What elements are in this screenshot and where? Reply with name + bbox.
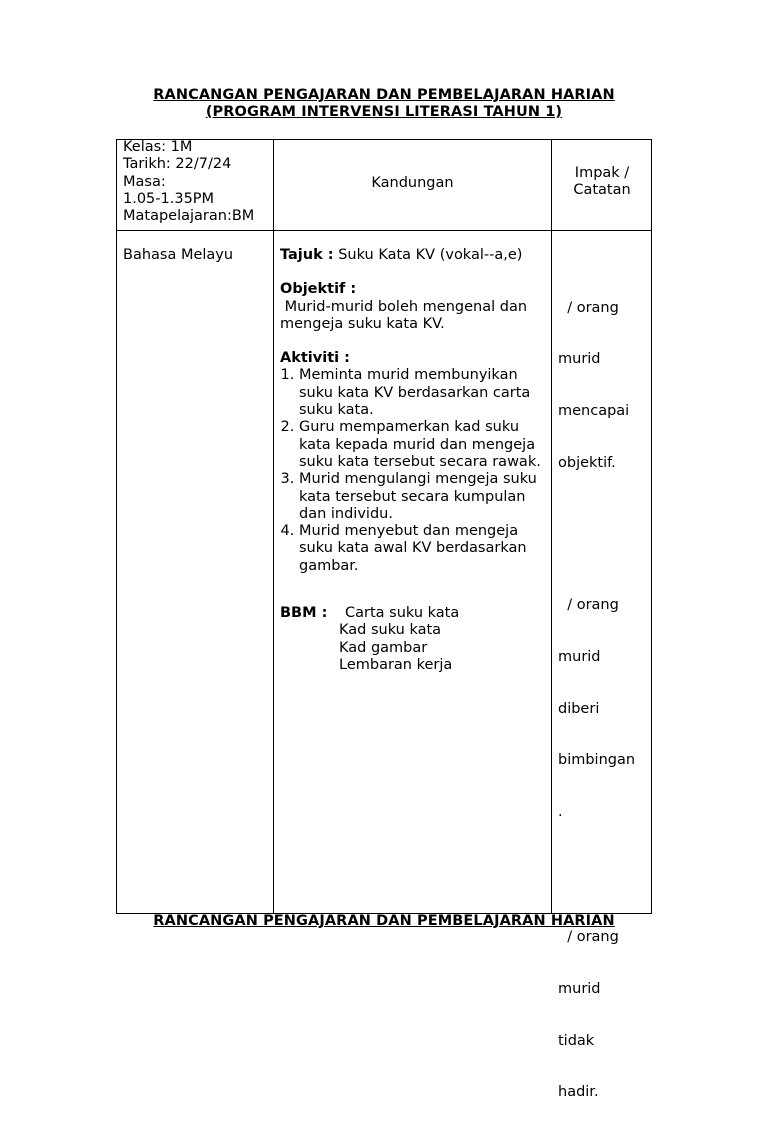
impact-achieved-line: mencapai xyxy=(558,403,630,420)
materials-item: Lembaran kerja xyxy=(339,656,453,673)
next-page-title: RANCANGAN PENGAJARAN DAN PEMBELAJARAN HARIAN xyxy=(153,913,615,929)
class-info-cell xyxy=(123,139,271,225)
impact-header-line2: Catatan xyxy=(573,182,631,199)
materials-item: Carta suku kata xyxy=(345,605,460,622)
column-divider xyxy=(273,140,274,913)
subject-label: Matapelajaran:BM xyxy=(123,208,255,225)
document-title: RANCANGAN PENGAJARAN DAN PEMBELAJARAN HARIAN xyxy=(153,87,615,103)
objective-text: Murid-murid boleh mengenal dan mengeja suku kata KV. xyxy=(280,298,532,332)
activity-label: Aktiviti : xyxy=(280,350,350,367)
impact-header-line1: Impak / xyxy=(574,165,630,181)
impact-guided-line: murid xyxy=(558,648,601,665)
materials-item: Kad suku kata xyxy=(339,622,442,639)
activity-item: 3. Murid mengulangi mengeja suku kata tersebut secara kumpulan dan individu. xyxy=(299,471,548,523)
impact-achieved-line: / orang xyxy=(558,299,619,316)
materials-label: BBM : xyxy=(280,605,328,622)
activity-item: 2. Guru mempamerkan kad suku kata kepada murid dan mengeja suku kata tersebut secara rawak. xyxy=(299,419,548,471)
impact-absent-line: tidak xyxy=(558,1032,595,1049)
row-divider xyxy=(117,230,651,231)
impact-achieved-line: objektif. xyxy=(558,455,616,472)
content-column-header: Kandungan xyxy=(371,175,454,191)
objective-label: Objektif : xyxy=(280,281,357,298)
subject-cell: Bahasa Melayu xyxy=(123,247,234,263)
materials-block xyxy=(280,605,548,674)
activity-item: 4. Murid menyebut dan mengeja suku kata awal KV berdasarkan gambar. xyxy=(299,523,548,575)
time-label: Masa: xyxy=(123,173,166,190)
impact-absent-line: murid xyxy=(558,980,601,997)
impact-guided-line: . xyxy=(558,804,563,821)
impact-absent-line: hadir. xyxy=(558,1084,599,1101)
document-subtitle: (PROGRAM INTERVENSI LITERASI TAHUN 1) xyxy=(205,104,563,120)
impact-absent-line: / orang xyxy=(558,928,619,945)
impact-achieved-line: murid xyxy=(558,351,601,368)
time-value: 1.05-1.35PM xyxy=(123,190,215,207)
activity-item: 1. Meminta murid membunyikan suku kata KV berdasarkan carta suku kata. xyxy=(299,367,548,419)
date-label: Tarikh: 22/7/24 xyxy=(123,156,232,173)
topic-value: Suku Kata KV (vokal--a,e) xyxy=(333,247,523,263)
content-cell xyxy=(280,247,548,674)
topic-line xyxy=(280,247,548,264)
impact-guided-line: diberi xyxy=(558,700,600,717)
column-divider xyxy=(551,140,552,913)
impact-guided-line: bimbingan xyxy=(558,752,636,769)
impact-cell xyxy=(558,265,650,1136)
impact-guided-line: / orang xyxy=(558,596,619,613)
topic-label: Tajuk : xyxy=(280,247,334,263)
materials-item: Kad gambar xyxy=(339,639,428,656)
class-label: Kelas: 1M xyxy=(123,139,193,155)
materials-list xyxy=(339,605,459,674)
activity-list xyxy=(280,367,548,575)
impact-column-header xyxy=(552,165,652,200)
